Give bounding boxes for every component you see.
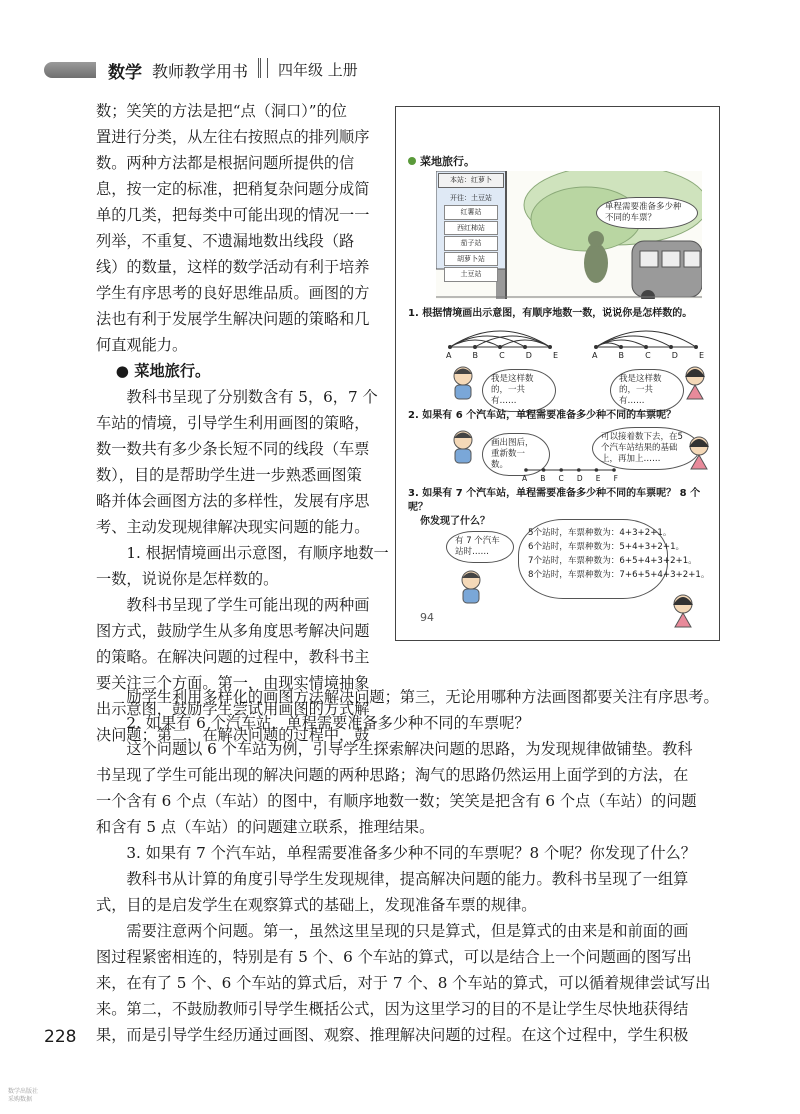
text-line: 需要注意两个问题。第一，虽然这里呈现的只是算式，但是算式的由来是和前面的画 bbox=[126, 922, 689, 940]
text-line: 置进行分类，从左往右按照点的排列顺序 bbox=[96, 128, 370, 146]
full-width-text bbox=[96, 684, 719, 1048]
point-label: E bbox=[698, 351, 704, 360]
text-line: 要关注三个方面。第一，由现实情境抽象 bbox=[96, 674, 370, 692]
point-label: D bbox=[525, 351, 532, 360]
text-line: 图过程紧密相连的，特别是有 5 个、6 个车站的算式，可以是结合上一个问题画的图写出 bbox=[96, 948, 692, 966]
text-line: 1. 根据情境画出示意图，有顺序地数一 bbox=[126, 544, 389, 562]
point-label: F bbox=[613, 474, 618, 483]
point-label: A bbox=[522, 474, 528, 483]
station-list-item: 西红柿站 bbox=[444, 221, 498, 236]
text-line: 书呈现了学生可能出现的解决问题的两种思路；淘气的思路仍然运用上面学到的方法，在 bbox=[96, 766, 689, 784]
figure-question-3-line: 你发现了什么？ bbox=[420, 516, 490, 527]
text-line: 来，在有了 5 个、6 个车站的算式后，对于 7 个、8 个车站的算式，可以循着规律尝试写出 bbox=[96, 974, 711, 992]
calculation-line: 5个站时，车票种数为：4+3+2+1。 bbox=[528, 528, 672, 538]
point-label: C bbox=[499, 351, 505, 360]
narrow-column-text bbox=[96, 98, 389, 748]
text-line: 何直观能力。 bbox=[96, 336, 188, 354]
text-line: 2. 如果有 6 个汽车站，单程需要准备多少种不同的车票呢？ bbox=[126, 714, 530, 732]
point-label: B bbox=[472, 351, 479, 360]
text-line: 一数，说说你是怎样数的。 bbox=[96, 570, 279, 588]
text-line: 法也有利于发展学生解决问题的策略和几 bbox=[96, 310, 370, 328]
watermark-line: 数学出版社 bbox=[8, 1088, 39, 1095]
text-line: 3. 如果有 7 个汽车站，单程需要准备多少种不同的车票呢？8 个呢？你发现了什么？ bbox=[126, 844, 696, 862]
figure-title bbox=[408, 153, 475, 169]
header-book-title: 教师教学用书 bbox=[152, 62, 249, 81]
text-line: 来。第二，不鼓励教师引导学生概括公式，因为这里学习的目的不是让学生尽快地获得结 bbox=[96, 1000, 689, 1018]
speech-bubble-left-1: 我是这样数的，一共有…… bbox=[482, 369, 556, 412]
station-list-item: 土豆站 bbox=[444, 267, 498, 282]
intro-paragraph bbox=[96, 98, 384, 358]
text-line: 学生有序思考的良好思维品质。画图的方 bbox=[96, 284, 370, 302]
speech-bubble-right-1: 我是这样数的，一共有…… bbox=[610, 369, 684, 412]
point-label: E bbox=[552, 351, 558, 360]
point-label: A bbox=[592, 351, 598, 360]
text-line: 车站的情境，引导学生利用画图的策略， bbox=[96, 414, 370, 432]
page-number: 228 bbox=[44, 1027, 77, 1047]
text-line: 略并体会画图方法的多样性，发展有序思 bbox=[96, 492, 370, 510]
girl-character-1 bbox=[680, 365, 710, 405]
point-label: A bbox=[446, 351, 452, 360]
running-header bbox=[0, 0, 800, 100]
boy-character-1 bbox=[448, 365, 478, 405]
textbook-figure bbox=[395, 106, 720, 641]
point-label: E bbox=[595, 474, 601, 483]
text-line: 数；笑笑的方法是把“点（洞口）”的位 bbox=[96, 102, 347, 120]
calculation-line: 7个站时，车票种数为：6+5+4+3+2+1。 bbox=[528, 556, 697, 566]
text-line: 教科书呈现了分别数含有 5，6，7 个 bbox=[126, 388, 378, 406]
speech-bubble-right-2: 可以接着数下去，在5 个汽车站结果的基础上，再加上…… bbox=[592, 427, 700, 470]
header-grade: 四年级 上册 bbox=[278, 61, 358, 79]
segment-labels-2 bbox=[592, 351, 704, 360]
text-line: 励学生利用多样化的画图方法解决问题；第三，无论用哪种方法画图都要关注有序思考。 bbox=[126, 688, 719, 706]
section-paragraph bbox=[96, 384, 384, 540]
text-line: 单的几类，把每类中可能出现的情况一一 bbox=[96, 206, 370, 224]
header-tab-decoration bbox=[44, 62, 96, 78]
calculation-line: 8个站时，车票种数为：7+6+5+4+3+2+1。 bbox=[528, 570, 710, 580]
point-label: B bbox=[618, 351, 625, 360]
figure-question-3-line: 3. 如果有 7 个汽车站，单程需要准备多少种不同的车票呢？ 8 个呢？ bbox=[408, 488, 701, 513]
scene-speech-bubble: 单程需要准备多少种不同的车票？ bbox=[596, 197, 698, 229]
section-heading: ● 菜地旅行。 bbox=[115, 362, 211, 380]
boy-character-3 bbox=[456, 569, 486, 609]
sign-current-station: 本站：红萝卜 bbox=[438, 173, 504, 188]
point-label: D bbox=[576, 474, 583, 483]
six-point-labels bbox=[522, 474, 618, 483]
text-line: 数一数共有多少条长短不同的线段（车票 bbox=[96, 440, 370, 458]
text-line: 一个含有 6 个点（车站）的图中，有顺序地数一数；笑笑是把含有 6 个点（车站）的问题 bbox=[96, 792, 697, 810]
watermark bbox=[8, 1088, 38, 1104]
speech-bubble-left-2: 画出图后，重新数一数。 bbox=[482, 433, 550, 476]
text-line: 这个问题以 6 个车站为例，引导学生探索解决问题的思路，为发现规律做铺垫。教科 bbox=[126, 740, 693, 758]
text-line: 果，而是引导学生经历通过画图、观察、推理解决问题的过程。在这个过程中，学生积极 bbox=[96, 1026, 689, 1044]
text-line: 数），目的是帮助学生进一步熟悉画图策 bbox=[96, 466, 362, 484]
figure-question-1: 1. 根据情境画出示意图，有顺序地数一数，说说你是怎样数的。 bbox=[408, 308, 693, 319]
text-line: 教科书呈现了学生可能出现的两种画 bbox=[126, 596, 370, 614]
sign-direction: 开往：土豆站 bbox=[450, 193, 492, 202]
text-line: 和含有 5 点（车站）的问题建立联系，推理结果。 bbox=[96, 818, 435, 836]
text-line: 数。两种方法都是根据问题所提供的信 bbox=[96, 154, 355, 172]
text-line: 出示意图，鼓励学生尝试用画图的方式解 bbox=[96, 700, 370, 718]
station-list-item: 红薯站 bbox=[444, 205, 498, 220]
text-line: 的策略。在解决问题的过程中，教科书主 bbox=[96, 648, 370, 666]
text-line: 图方式，鼓励学生从多角度思考解决问题 bbox=[96, 622, 370, 640]
point-label: C bbox=[645, 351, 651, 360]
station-list-item: 茄子站 bbox=[444, 236, 498, 251]
station-sign bbox=[438, 173, 504, 283]
text-line: 列举，不重复、不遗漏地数出线段（路 bbox=[96, 232, 355, 250]
calculation-line: 6个站时，车票种数为：5+4+3+2+1。 bbox=[528, 542, 685, 552]
watermark-line: 采购数据 bbox=[8, 1096, 33, 1103]
text-line: 教科书从计算的角度引导学生发现规律，提高解决问题的能力。教科书呈现了一组算 bbox=[126, 870, 689, 888]
text-line: 线）的数量，这样的数学活动有利于培养 bbox=[96, 258, 370, 276]
figure-page-number: 94 bbox=[420, 611, 434, 624]
question-1-heading bbox=[96, 540, 389, 592]
figure-title-text: 菜地旅行。 bbox=[420, 155, 475, 168]
boy-character-2 bbox=[448, 429, 478, 469]
speech-bubble-left-3: 有 7 个汽车站时…… bbox=[446, 531, 514, 563]
header-separator bbox=[258, 58, 268, 78]
text-line: 考、主动发现规律解决现实问题的能力。 bbox=[96, 518, 370, 536]
segment-labels-1 bbox=[446, 351, 558, 360]
text-line: 式，目的是启发学生在观察算式的基础上，发现准备车票的规律。 bbox=[96, 896, 537, 914]
text-line: 决问题；第二，在解决问题的过程中，鼓 bbox=[96, 726, 370, 744]
text-line: 息，按一定的标准，把稍复杂问题分成简 bbox=[96, 180, 370, 198]
header-subject: 数学 bbox=[108, 63, 142, 83]
girl-character-3 bbox=[668, 593, 698, 633]
point-label: D bbox=[671, 351, 678, 360]
point-label: C bbox=[558, 474, 564, 483]
bullet-icon bbox=[408, 157, 416, 165]
point-label: B bbox=[540, 474, 546, 483]
figure-question-2: 2. 如果有 6 个汽车站，单程需要准备多少种不同的车票呢？ bbox=[408, 410, 677, 421]
girl-character-2 bbox=[684, 435, 714, 475]
station-list-item: 胡萝卜站 bbox=[444, 252, 498, 267]
